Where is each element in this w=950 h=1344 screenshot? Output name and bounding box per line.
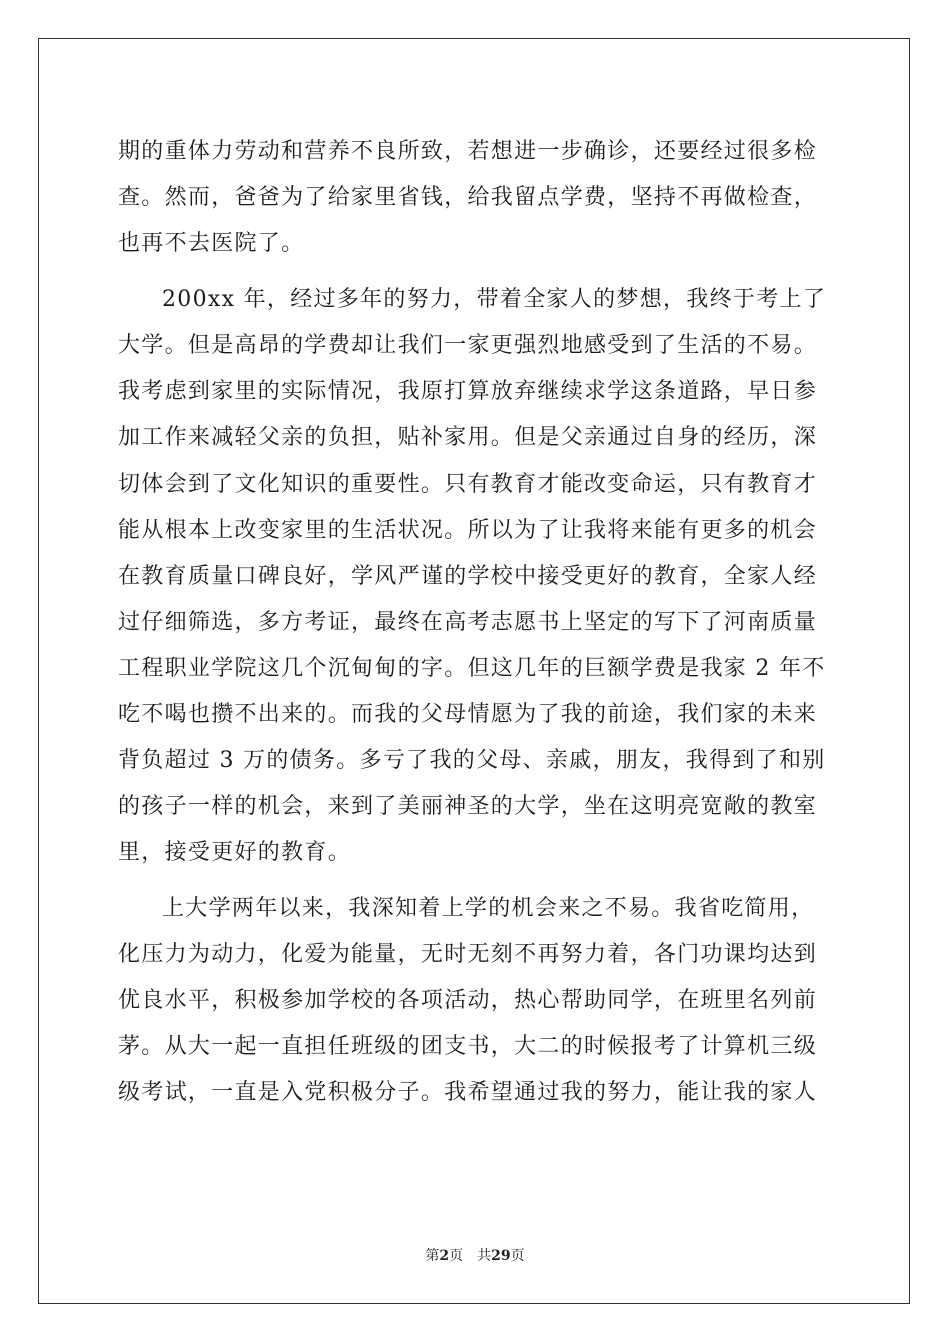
total-prefix: 共 [477,1248,492,1264]
text-line: 加工作来减轻父亲的负担，贴补家用。但是父亲通过自身的经历，深 [118,425,818,450]
text-line: 在教育质量口碑良好，学风严谨的学校中接受更好的教育，全家人经 [118,564,818,589]
page-suffix: 页 [449,1248,464,1264]
paragraph-start-line: 200xx 年，经过多年的努力，带着全家人的梦想，我终于考上了 [162,287,827,312]
paragraph-start-line: 上大学两年以来，我深知着上学的机会来之不易。我省吃简用， [162,896,815,921]
text-line: 化压力为动力，化爱为能量，无时无刻不再努力着，各门功课均达到 [118,942,818,967]
text-line: 过仔细筛选，多方考证，最终在高考志愿书上坚定的写下了河南质量 [118,610,818,635]
text-line: 我考虑到家里的实际情况，我原打算放弃继续求学这条道路，早日参 [118,379,818,404]
text-line: 吃不喝也攒不出来的。而我的父母情愿为了我的前途，我们家的未来 [118,702,818,727]
text-line: 的孩子一样的机会，来到了美丽神圣的大学，坐在这明亮宽敞的教室 [118,794,818,819]
text-line: 优良水平，积极参加学校的各项活动，热心帮助同学，在班里名列前 [118,988,818,1013]
text-line: 切体会到了文化知识的重要性。只有教育才能改变命运，只有教育才 [118,472,818,497]
text-line: 茅。从大一起一直担任班级的团支书，大二的时候报考了计算机三级 [118,1034,818,1059]
text-line: 查。然而，爸爸为了给家里省钱，给我留点学费，坚持不再做检查， [118,185,818,210]
text-line: 背负超过 3 万的债务。多亏了我的父母、亲戚，朋友，我得到了和别 [118,748,826,773]
text-line: 工程职业学院这几个沉甸甸的字。但这几年的巨额学费是我家 2 年不 [118,656,826,681]
text-line: 级考试，一直是入党积极分子。我希望通过我的努力，能让我的家人 [118,1080,818,1105]
text-line: 也再不去医院了。 [118,231,305,256]
text-line: 里，接受更好的教育。 [118,840,352,865]
page-number: 2 [439,1248,450,1264]
page-prefix: 第 [425,1248,440,1264]
text-line: 能从根本上改变家里的生活状况。所以为了让我将来能有更多的机会 [118,518,818,543]
total-suffix: 页 [510,1248,525,1264]
total-pages: 29 [491,1248,511,1264]
text-line: 期的重体力劳动和营养不良所致，若想进一步确诊，还要经过很多检 [118,139,818,164]
page-footer [0,1245,950,1265]
text-line: 大学。但是高昂的学费却让我们一家更强烈地感受到了生活的不易。 [118,333,818,358]
